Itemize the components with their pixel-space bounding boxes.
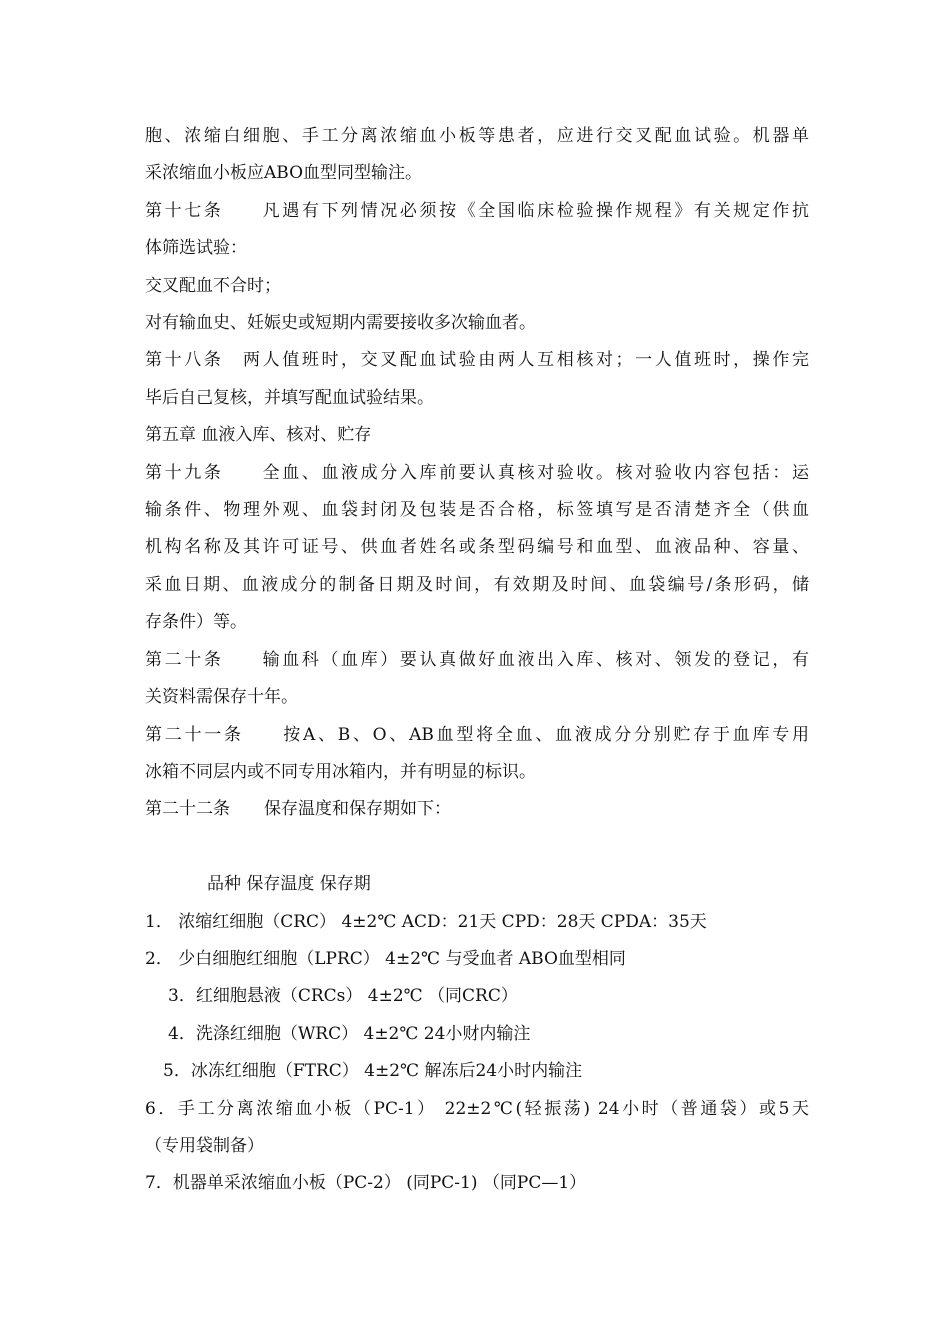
paragraph-line: 采浓缩血小板应ABO血型同型输注。 <box>145 163 423 184</box>
paragraph-line: 体筛选试验： <box>145 238 247 259</box>
storage-item-4: 4．洗涤红细胞（WRC） 4±2℃ 24小财内输注 <box>168 1023 531 1044</box>
paragraph-line: 毕后自己复核，并填写配血试验结果。 <box>145 387 434 408</box>
article-18-line: 第十八条 两人值班时，交叉配血试验由两人互相核对；一人值班时，操作完 <box>145 350 809 371</box>
article-21-line: 第二十一条 按A、B、O、AB血型将全血、血液成分分别贮存于血库专用 <box>145 724 809 745</box>
list-item: 交叉配血不合时； <box>145 275 281 296</box>
paragraph-line: 关资料需保存十年。 <box>145 687 298 708</box>
blank-line <box>145 829 809 866</box>
paragraph-line: 胞、浓缩白细胞、手工分离浓缩血小板等患者，应进行交叉配血试验。机器单 <box>145 126 809 146</box>
storage-item-2: 2． 少白细胞红细胞（LPRC） 4±2℃ 与受血者 ABO血型相同 <box>145 948 626 969</box>
chapter-heading: 第五章 血液入库、核对、贮存 <box>145 425 372 446</box>
article-19-line: 第十九条 全血、血液成分入库前要认真核对验收。核对验收内容包括：运 <box>145 462 809 483</box>
document-body <box>145 118 809 1203</box>
article-17-line: 第十七条 凡遇有下列情况必须按《全国临床检验操作规程》有关规定作抗 <box>145 200 809 221</box>
article-22-line: 第二十二条 保存温度和保存期如下： <box>145 799 451 820</box>
paragraph-line: 采血日期、血液成分的制备日期及时间，有效期及时间、血袋编号/条形码，储 <box>145 574 809 595</box>
storage-item-6: 6．手工分离浓缩血小板（PC-1） 22±2℃(轻振荡) 24小时（普通袋）或5天 <box>145 1098 809 1119</box>
storage-item-3: 3．红细胞悬液（CRCs） 4±2℃ （同CRC） <box>168 986 518 1007</box>
storage-item-5: 5．冰冻红细胞（FTRC） 4±2℃ 解冻后24小时内输注 <box>163 1061 583 1082</box>
list-item: 对有输血史、妊娠史或短期内需要接收多次输血者。 <box>145 313 536 334</box>
article-20-line: 第二十条 输血科（血库）要认真做好血液出入库、核对、领发的登记，有 <box>145 649 809 670</box>
paragraph-line: 机构名称及其许可证号、供血者姓名或条型码编号和血型、血液品种、容量、 <box>145 537 809 558</box>
paragraph-line: 输条件、物理外观、血袋封闭及包装是否合格，标签填写是否清楚齐全（供血 <box>145 500 809 521</box>
storage-item-1: 1． 浓缩红细胞（CRC） 4±2℃ ACD：21天 CPD：28天 CPDA：35天 <box>145 911 707 932</box>
paragraph-line: 冰箱不同层内或不同专用冰箱内，并有明显的标识。 <box>145 761 536 782</box>
storage-table-header: 品种 保存温度 保存期 <box>207 874 371 895</box>
storage-item-6-continued: （专用袋制备） <box>145 1135 264 1156</box>
storage-item-7: 7．机器单采浓缩血小板（PC-2） (同PC-1) （同PC—1） <box>145 1173 587 1194</box>
paragraph-line: 存条件）等。 <box>145 612 247 633</box>
